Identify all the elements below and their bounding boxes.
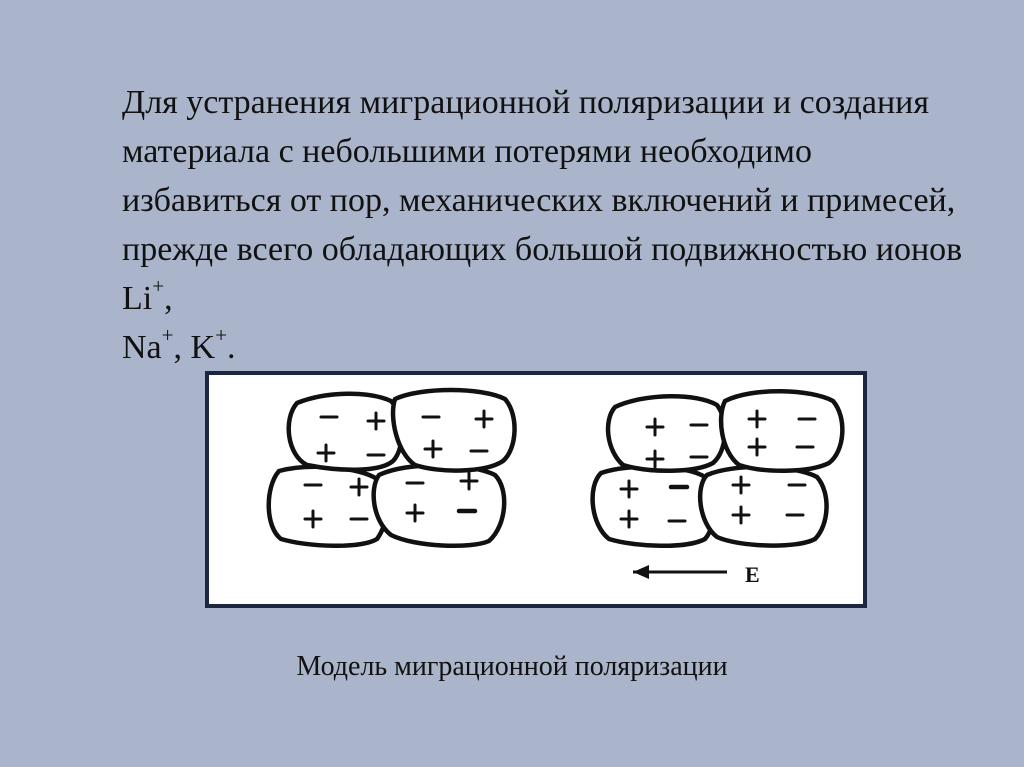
ion-li: Li <box>122 280 153 317</box>
grain-left-top-1 <box>289 394 402 470</box>
paragraph-end: . <box>227 329 236 366</box>
ion-na-charge: + <box>161 323 174 348</box>
ion-k: K <box>190 329 216 366</box>
polarization-figure <box>205 371 867 608</box>
figure-caption: Модель миграционной поляризации <box>296 651 728 682</box>
ion-li-charge: + <box>152 274 165 299</box>
grains-no-field <box>269 390 515 546</box>
separator: , <box>164 280 173 317</box>
grain-left-bottom-1 <box>269 467 387 546</box>
paragraph-text <box>122 78 972 372</box>
grain-right-top-2 <box>721 391 842 471</box>
grain-left-bottom-2 <box>374 465 505 546</box>
grain-right-bottom-2 <box>700 467 826 546</box>
ion-k-charge: + <box>215 323 227 348</box>
separator: , <box>173 329 191 366</box>
polarization-diagram <box>209 375 863 604</box>
slide-paragraph <box>122 78 972 372</box>
grain-right-top-1 <box>608 396 725 471</box>
grains-with-field <box>593 391 843 546</box>
grain-left-top-2 <box>393 390 515 471</box>
field-label: E <box>745 562 760 587</box>
ion-na: Na <box>122 329 162 366</box>
field-arrow <box>633 565 727 579</box>
grain-right-bottom-1 <box>593 467 715 546</box>
paragraph-main: Для устранения миграционной поляризации и создания материала с небольшими потерями необходимо избавиться от пор, механических включений и примесей, прежде всего обладающих большой подвижностью ионов <box>122 84 963 268</box>
